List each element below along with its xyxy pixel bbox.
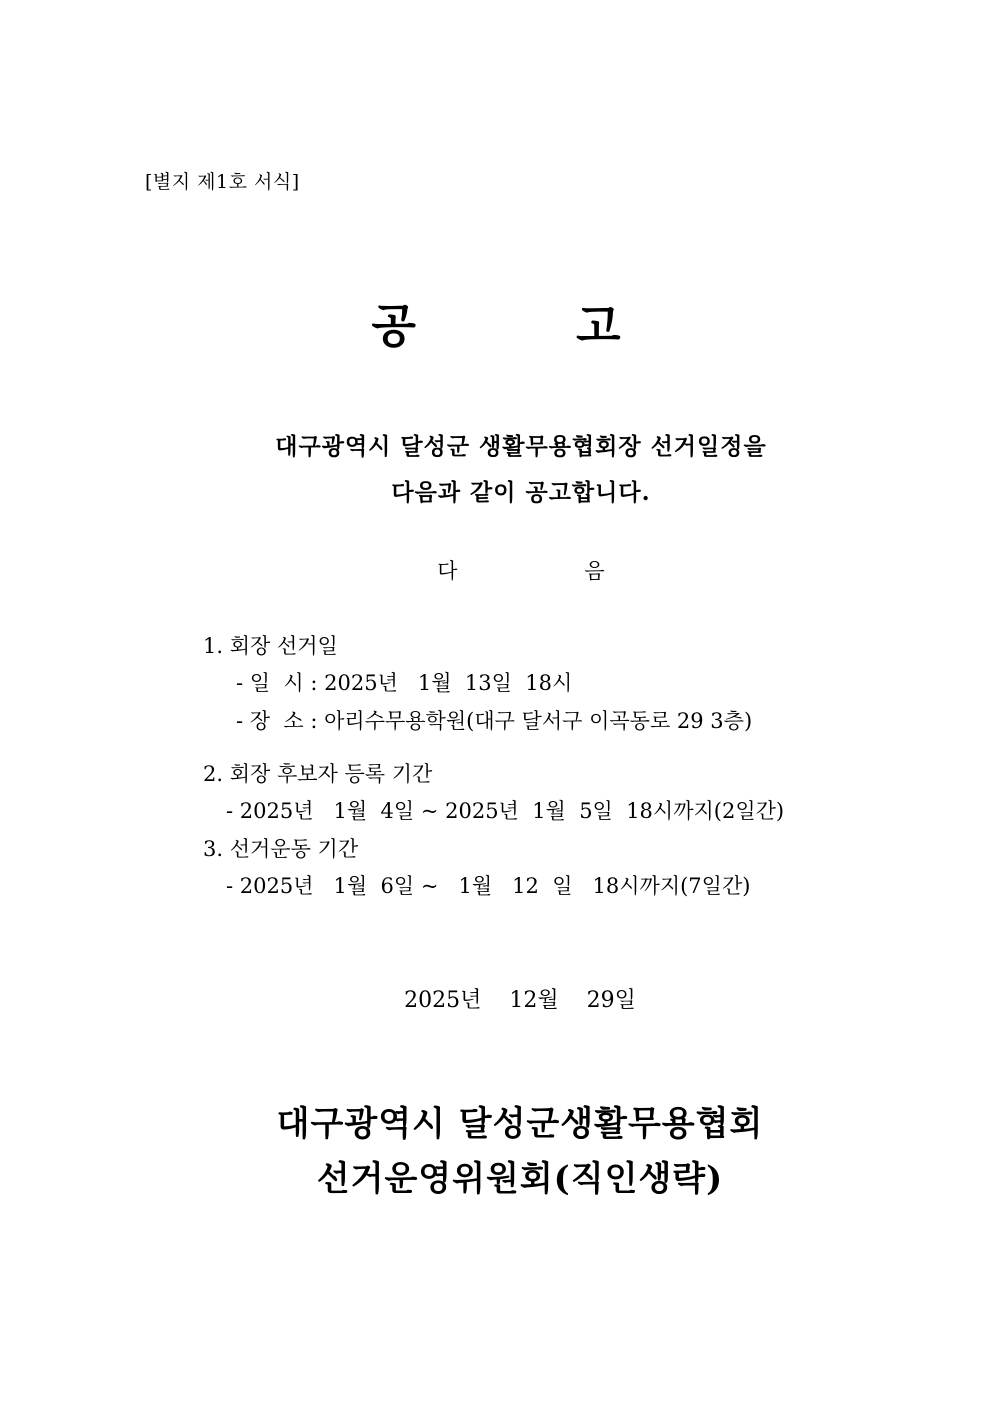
- organization-name: 대구광역시 달성군생활무용협회: [276, 1104, 764, 1144]
- item-1-datetime: - 일 시 : 2025년 1월 13일 18시: [236, 671, 573, 695]
- form-label: [별지 제1호 서식]: [145, 171, 300, 193]
- page-title: 공 고: [371, 299, 621, 353]
- item-1-location: - 장 소 : 아리수무용학원(대구 달서구 이곡동로 29 3층): [236, 709, 753, 733]
- item-2-period: - 2025년 1월 4일 ~ 2025년 1월 5일 18시까지(2일간): [226, 799, 785, 823]
- item-3-heading: 3. 선거운동 기간: [203, 837, 359, 861]
- item-1-heading: 1. 회장 선거일: [203, 634, 338, 658]
- section-heading: 다 음: [437, 559, 605, 583]
- announcement-date: 2025년 12월 29일: [404, 988, 636, 1013]
- intro-line-1: 대구광역시 달성군 생활무용협회장 선거일정을: [275, 433, 767, 460]
- committee-name: 선거운영위원회(직인생략): [316, 1159, 724, 1199]
- item-2-heading: 2. 회장 후보자 등록 기간: [203, 762, 433, 786]
- intro-line-2: 다음과 같이 공고합니다.: [391, 479, 651, 506]
- item-3-period: - 2025년 1월 6일 ~ 1월 12 일 18시까지(7일간): [226, 874, 751, 898]
